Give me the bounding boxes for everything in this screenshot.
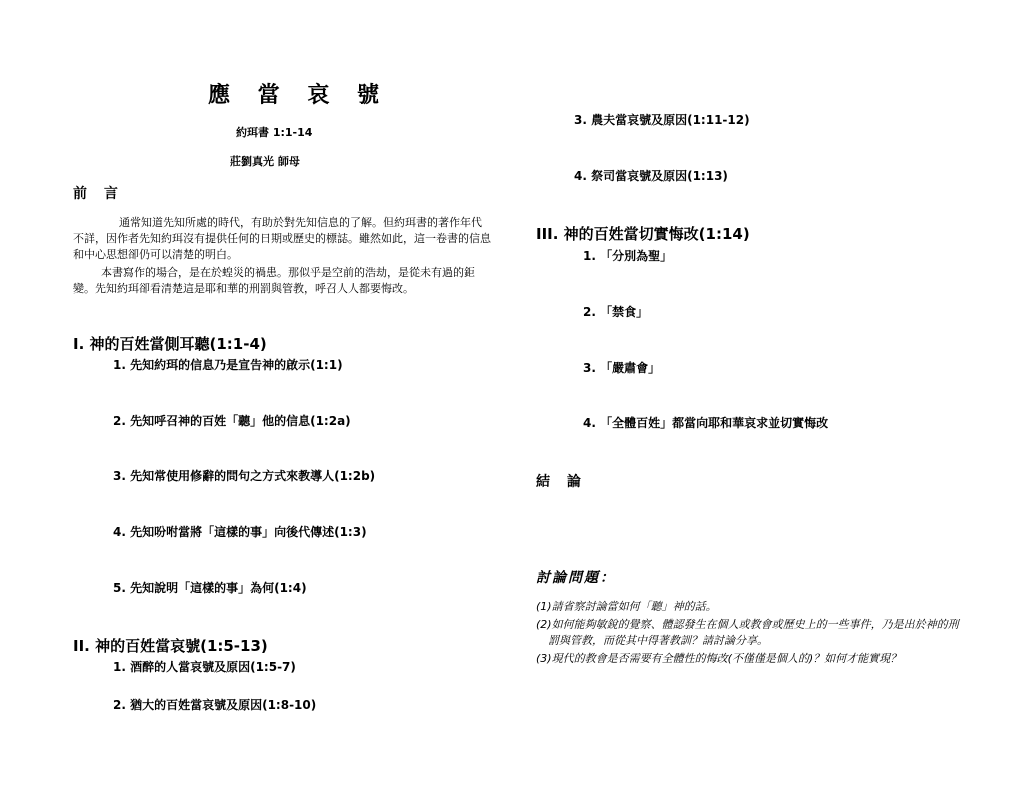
discussion-question: (1)請省察討論當如何「聽」神的話。 — [536, 600, 717, 613]
intro-paragraph-2: 本書寫作的場合，是在於蝗災的禍患。那似乎是空前的浩劫，是從未有過的鉅變。先知約珥卻看清楚這是耶和華的刑罰與管教，呼召人人都要悔改。 — [73, 266, 475, 295]
section-3-item: 1. 「分別為聖」 — [583, 249, 673, 263]
section-1-item: 1. 先知約珥的信息乃是宣告神的啟示(1:1) — [113, 358, 343, 372]
intro-heading: 前 言 — [73, 186, 124, 202]
speaker-name: 莊劉真光 師母 — [230, 155, 300, 168]
discussion-question: (3)現代的教會是否需要有全體性的悔改(不僅僅是個人的)？如何才能實現？ — [536, 652, 902, 665]
discussion-heading: 討論問題： — [536, 570, 616, 586]
scripture-reference: 約珥書 1:1-14 — [236, 126, 313, 139]
section-2-item: 2. 猶大的百姓當哀號及原因(1:8-10) — [113, 698, 317, 712]
section-1-title: I. 神的百姓當側耳聽(1:1-4) — [73, 335, 267, 353]
section-3-item: 3. 「嚴肅會」 — [583, 361, 661, 375]
section-1-item: 2. 先知呼召神的百姓「聽」他的信息(1:2a) — [113, 414, 351, 428]
section-1-item: 3. 先知常使用修辭的問句之方式來教導人(1:2b) — [113, 469, 376, 483]
section-1-item: 5. 先知說明「這樣的事」為何(1:4) — [113, 581, 307, 595]
page-title: 應 當 哀 號 — [208, 82, 389, 108]
conclusion-heading: 結 論 — [536, 474, 587, 490]
section-3-item: 2. 「禁食」 — [583, 305, 649, 319]
intro-paragraph-1: 通常知道先知所處的時代，有助於對先知信息的了解。但約珥書的著作年代不詳，因作者先知約珥沒有提供任何的日期或歷史的標誌。雖然如此，這一卷書的信息和中心思想卻仍可以清楚的明白。 — [73, 216, 491, 261]
section-2-item: 1. 酒醉的人當哀號及原因(1:5-7) — [113, 660, 296, 674]
section-2-item: 4. 祭司當哀號及原因(1:13) — [574, 169, 728, 183]
section-2-item: 3. 農夫當哀號及原因(1:11-12) — [574, 113, 750, 127]
section-3-item: 4. 「全體百姓」都當向耶和華哀求並切實悔改 — [583, 416, 829, 430]
section-3-title: III. 神的百姓當切實悔改(1:14) — [536, 225, 750, 243]
section-1-item: 4. 先知吩咐當將「這樣的事」向後代傳述(1:3) — [113, 525, 367, 539]
discussion-question: (2)如何能夠敏銳的覺察、體認發生在個人或教會或歷史上的一些事件，乃是出於神的刑罰與管教，而從其中得著教訓？請討論分享。 — [536, 618, 959, 647]
section-2-title: II. 神的百姓當哀號(1:5-13) — [73, 637, 268, 655]
